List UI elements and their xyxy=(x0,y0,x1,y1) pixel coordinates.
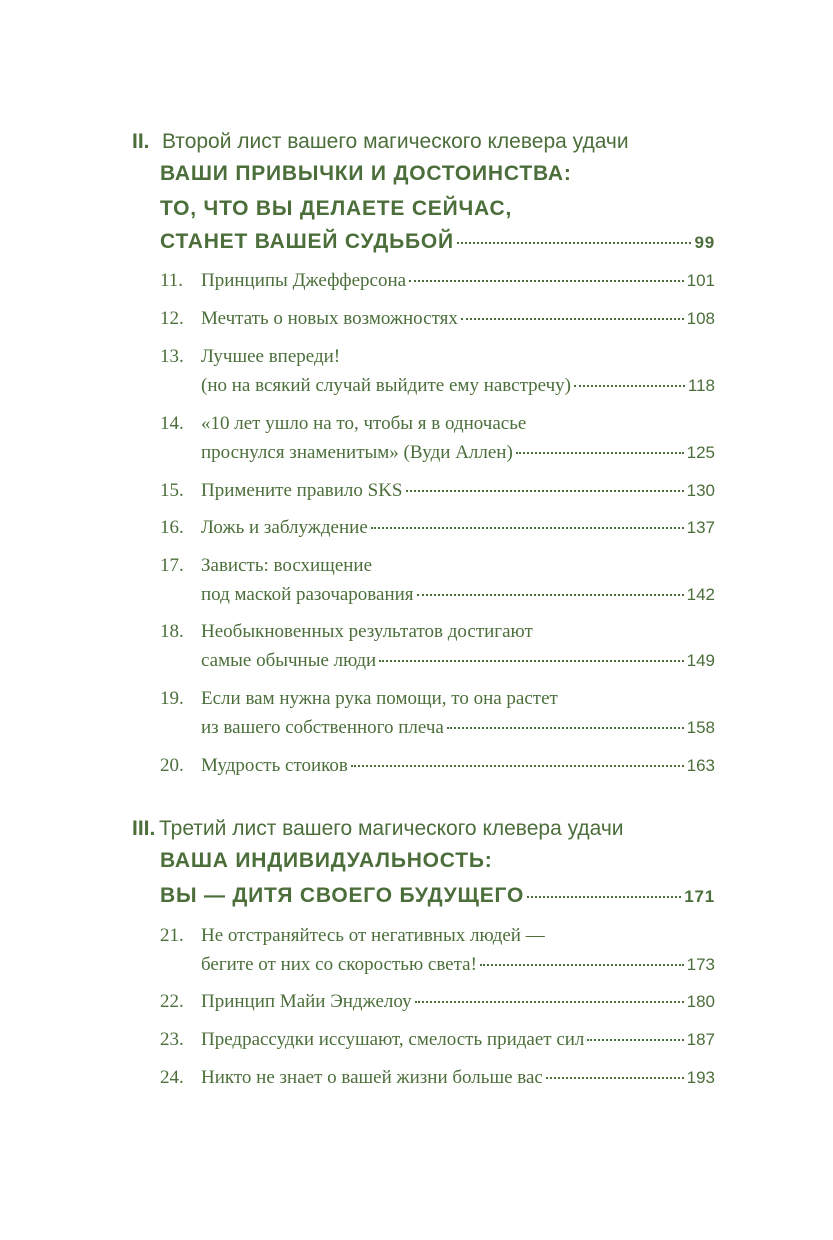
entry-number: 17. xyxy=(160,555,184,576)
leader-dots xyxy=(415,1001,684,1003)
page-number: 108 xyxy=(686,309,715,328)
entry-title-line: Если вам нужна рука помощи, то она растет xyxy=(201,688,558,709)
entry-number: 13. xyxy=(160,346,184,367)
page-number: 171 xyxy=(684,887,715,906)
section-title-line: ВЫ — ДИТЯ СВОЕГО БУДУЩЕГО xyxy=(160,884,525,907)
leader-dots xyxy=(587,1039,683,1041)
entry-number: 22. xyxy=(160,991,184,1012)
entry-number: 14. xyxy=(160,413,184,434)
entry-title-line: Лучшее впереди! xyxy=(201,346,341,367)
page-number: 158 xyxy=(686,718,715,737)
entry-number: 23. xyxy=(160,1029,184,1050)
entry-title-line: «10 лет ушло на то, чтобы я в одночасье xyxy=(201,413,527,434)
toc-entry[interactable] xyxy=(160,308,715,336)
entry-number: 18. xyxy=(160,621,184,642)
page-number: 137 xyxy=(686,518,715,537)
page-number: 142 xyxy=(686,585,715,604)
entry-title: Примените правило SKS xyxy=(201,480,403,501)
entry-number: 16. xyxy=(160,517,184,538)
page-number: 180 xyxy=(686,992,715,1011)
entry-title-line: самые обычные люди xyxy=(201,650,377,671)
section-subtitle: Третий лист вашего магического клевера удачи xyxy=(159,817,624,840)
toc-entry[interactable] xyxy=(201,375,715,403)
entry-title: Предрассудки иссушают, смелость придает сил xyxy=(201,1029,585,1050)
leader-dots xyxy=(574,385,685,387)
toc-entry[interactable] xyxy=(201,584,715,612)
page-number: 118 xyxy=(687,376,715,395)
entry-number: 21. xyxy=(160,925,184,946)
entry-title-line: (но на всякий случай выйдите ему навстречу) xyxy=(201,375,571,396)
toc-entry[interactable] xyxy=(160,480,715,508)
toc-entry[interactable] xyxy=(160,270,715,298)
toc-entry[interactable] xyxy=(160,755,715,783)
page-number: 101 xyxy=(686,271,715,290)
page-number: 193 xyxy=(686,1068,715,1087)
leader-dots xyxy=(409,280,684,282)
page-number: 130 xyxy=(686,481,715,500)
entry-number: 19. xyxy=(160,688,184,709)
toc-entry[interactable] xyxy=(201,442,715,470)
leader-dots xyxy=(351,765,684,767)
leader-dots xyxy=(457,242,692,244)
entry-title-line: Зависть: восхищение xyxy=(201,555,373,576)
entry-number: 20. xyxy=(160,755,184,776)
section-header xyxy=(132,817,717,845)
section-title-line: ВАШИ ПРИВЫЧКИ И ДОСТОИНСТВА: xyxy=(160,162,572,185)
leader-dots xyxy=(527,896,681,898)
entry-number: 12. xyxy=(160,308,184,329)
section-roman-numeral: III. xyxy=(132,817,156,840)
toc-entry[interactable] xyxy=(160,517,715,545)
entry-title: Принципы Джефферсона xyxy=(201,270,407,291)
entry-title-line: Не отстраняйтесь от негативных людей — xyxy=(201,925,545,946)
leader-dots xyxy=(406,490,684,492)
leader-dots xyxy=(516,452,684,454)
entry-title-line: под маской разочарования xyxy=(201,584,414,605)
entry-number: 11. xyxy=(160,270,184,291)
page-number: 125 xyxy=(686,443,715,462)
entry-title: Никто не знает о вашей жизни больше вас xyxy=(201,1067,543,1088)
entry-title: Мудрость стоиков xyxy=(201,755,348,776)
toc-section-title-entry[interactable] xyxy=(160,230,715,258)
entry-title-line: из вашего собственного плеча xyxy=(201,717,444,738)
leader-dots xyxy=(447,727,684,729)
section-roman-numeral: II. xyxy=(132,130,150,153)
page-number: 99 xyxy=(694,233,715,252)
page-number: 173 xyxy=(686,955,715,974)
leader-dots xyxy=(461,318,684,320)
section-title-line: ВАША ИНДИВИДУАЛЬНОСТЬ: xyxy=(160,849,493,872)
entry-title: Мечтать о новых возможностях xyxy=(201,308,458,329)
toc-entry[interactable] xyxy=(201,954,715,982)
section-header xyxy=(132,130,717,158)
leader-dots xyxy=(480,964,684,966)
toc-section-title-entry[interactable] xyxy=(160,884,715,912)
toc-entry[interactable] xyxy=(201,650,715,678)
section-title-line: ТО, ЧТО ВЫ ДЕЛАЕТЕ СЕЙЧАС, xyxy=(160,197,513,220)
entry-title: Принцип Майи Энджелоу xyxy=(201,991,412,1012)
page-number: 163 xyxy=(686,756,715,775)
entry-number: 15. xyxy=(160,480,184,501)
toc-entry[interactable] xyxy=(201,717,715,745)
page-number: 149 xyxy=(686,651,715,670)
entry-title: Ложь и заблуждение xyxy=(201,517,368,538)
section-title-line: СТАНЕТ ВАШЕЙ СУДЬБОЙ xyxy=(160,230,454,253)
toc-entry[interactable] xyxy=(160,991,715,1019)
entry-title-line: Необыкновенных результатов достигают xyxy=(201,621,533,642)
toc-entry[interactable] xyxy=(160,1029,715,1057)
toc-entry[interactable] xyxy=(160,1067,715,1095)
leader-dots xyxy=(546,1077,684,1079)
leader-dots xyxy=(379,660,683,662)
page-number: 187 xyxy=(686,1030,715,1049)
entry-title-line: проснулся знаменитым» (Вуди Аллен) xyxy=(201,442,513,463)
entry-title-line: бегите от них со скоростью света! xyxy=(201,954,477,975)
section-subtitle: Второй лист вашего магического клевера удачи xyxy=(162,130,629,153)
entry-number: 24. xyxy=(160,1067,184,1088)
leader-dots xyxy=(371,527,684,529)
leader-dots xyxy=(417,594,684,596)
